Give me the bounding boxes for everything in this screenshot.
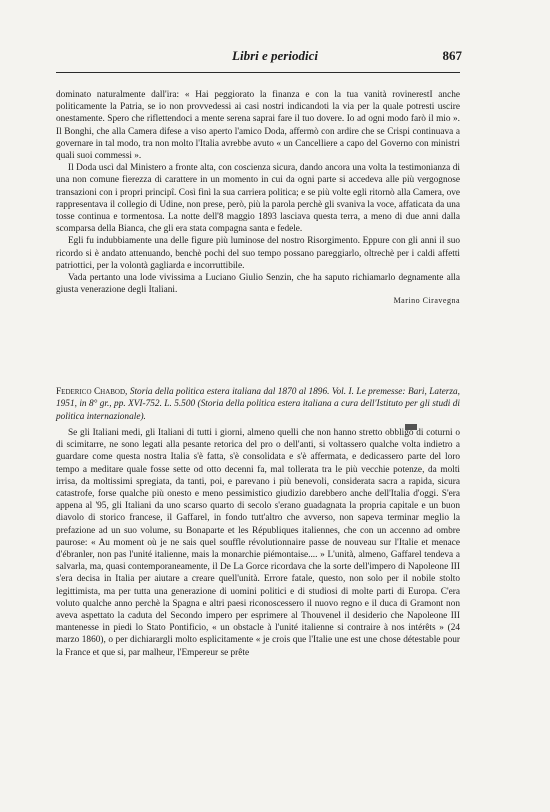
page-number: 867 bbox=[442, 48, 462, 63]
paragraph: Il Doda uscì dal Ministero a fronte alta, con coscienza sicura, dando ancora una volta la testimonianza di una non comune fierezza di carattere in un momento in cui da ogni parte si accedeva alle più vergognose transazioni con i propri principî. Così finì la sua carriera politica; e se più volte egli ritornò alla Camera, ove rappresentava il collegio di Udine, non prese, però, più la parola perchè gli svaniva la voce, affaticata da una tosse continua e tormentosa. La notte dell'8 maggio 1893 lasciava questa terra, a meno di due anni dalla scomparsa della Bianca, che gli era stata compagna santa e fedele. bbox=[56, 163, 460, 235]
review-signature: Marino Ciravegna bbox=[393, 296, 460, 306]
paragraph: Se gli Italiani medi, gli Italiani di tutti i giorni, almeno quelli che non hanno stretto obbligo di coturni o di scimitarre, ne sono legati alla pesante retorica del pro o dell'anti, si voltassero qualche volta indietro a guardare come questa nostra Italia s'è fatta, s'è consolidata e s'è affermata, e dedicassero parte del loro tempo a meditare quale fosse sette od otto decenni fa, mal tollerata tra le più vecchie potenze, da molti irrisa, da moltissimi spregiata, da tanti, poi, e parevano i più benevoli, considerata sacra a rapida, sicura catastrofe, forse qualche più onesto e meno pessimistico giudizio darebbero anche dell'Italia d'oggi. S'era appena al '95, gli Italiani da uno scarso quarto di secolo s'erano guadagnata la propria capitale e un buon diavolo di storico francese, il Gaffarel, in fondo tutt'altro che avverso, non sapeva terminar meglio la prefazione ad un suo volume, su Bonaparte et les Républiques italiennes, che con un accenno ad ombre paurose: « Au moment où je ne sais quel souffle révolutionnaire passe de nouveau sur l'Italie et menace d'ébranler, non pas l'unité italienne, mais la monarchie piémontaise.... » L'unità, almeno, Gaffarel tendeva a salvarla, ma, quasi contemporaneamente, il De La Gorce ricordava che la sorte dell'impero di Napoleone III s'era decisa in Italia per aiutare a creare quell'unità. Errore fatale, questo, non solo per il nobile stolto legittimista, ma per tutta una generazione di uomini politici e di studiosi di molte parti di Europa. C'era voluto qualche anno perchè la Spagna e altri paesi riconoscessero il nuovo regno e il duca di Gramont non aveva aspettato la caduta del Secondo impero per esprimere al Thouvenel il desiderio che Napoleone III mantenesse in piedi lo Stato Pontificio, « un obstacle à l'unité italienne si contraire à nos intérêts » (24 marzo 1860), o per dichiarargli molto esplicitamente « je crois que l'Italie une est une chose détestable pour la France et que si, par malheur, l'Empereur se prête bbox=[56, 428, 460, 658]
article-ending bbox=[56, 89, 460, 305]
paragraph: Egli fu indubbiamente una delle figure più luminose del nostro Risorgimento. Eppure con gli anni il suo ricordo si è andato attenuando, benchè pochi del suo tempo possano pareggiarlo, oltrechè per i caldi affetti patriottici, per la volontà gagliarda e incorruttibile. bbox=[56, 236, 460, 271]
book-review bbox=[56, 427, 460, 659]
section-title: Libri e periodici bbox=[232, 48, 318, 63]
book-details: , Storia della politica estera italiana dal 1870 al 1896. Vol. I. Le premesse: Bari, Laterza, 1951, in 8° gr., pp. XVI-752. L. 5.500 (Storia della politica estera italiana a cura dell'Istituto per gli studi di politica internazionale). bbox=[56, 387, 460, 422]
header-rule bbox=[56, 72, 460, 73]
book-author: Federico Chabod bbox=[56, 387, 126, 397]
paragraph: dominato naturalmente dall'ira: « Hai peggiorato la finanza e con la tua vanità rovinerestI anche politicamente la Patria, se io non provvedessi ai casi nostri indicandoti la via per la quale potresti uscire onestamente. Spero che riflettendoci a mente serena saprai fare il tuo dovere. Io ad ogni modo farò il mio ». Il Bonghi, che alla Camera difese a viso aperto l'amico Doda, affermò con ardire che se Crispi continuava a governare in tal modo, tra non molto l'Italia avrebbe avuto « un Cancelliere a capo del Governo con ministri quali suoi commessi ». bbox=[56, 90, 460, 162]
paragraph: Vada pertanto una lode vivissima a Luciano Giulio Senzin, che ha saputo richiamarlo degnamente alla giusta venerazione degli Italiani. bbox=[56, 273, 460, 296]
book-reference bbox=[56, 386, 460, 423]
running-header bbox=[0, 48, 550, 70]
